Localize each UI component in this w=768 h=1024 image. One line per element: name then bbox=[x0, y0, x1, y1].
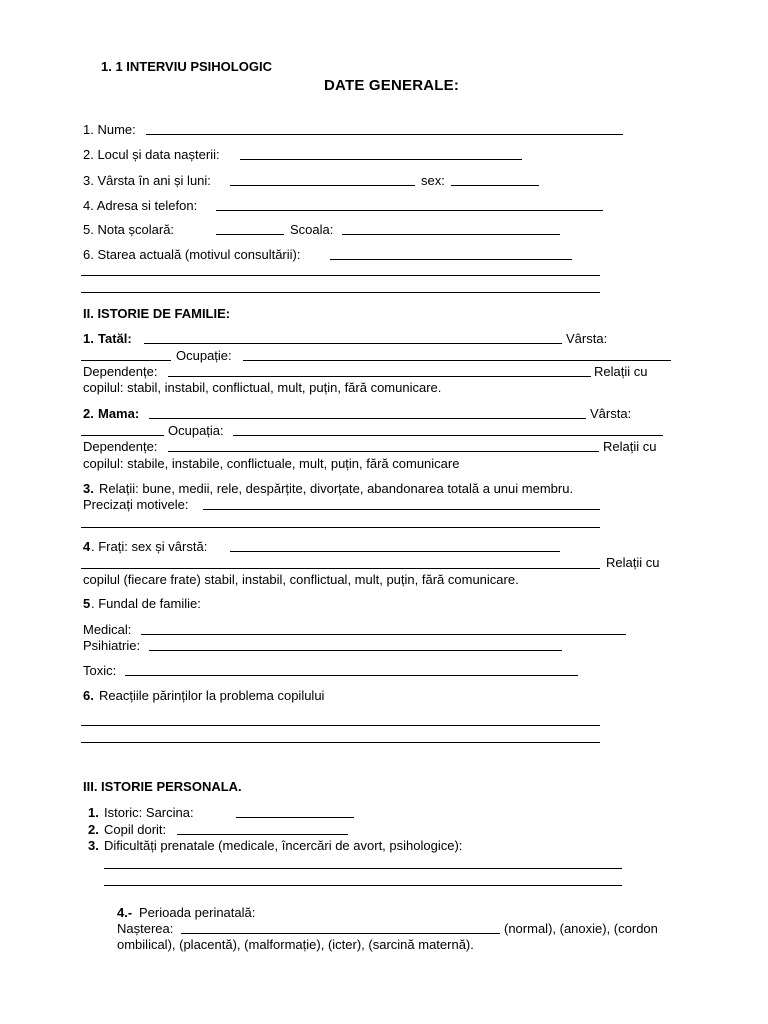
father-field[interactable] bbox=[144, 343, 562, 344]
father-relations-label: Relații cu bbox=[594, 364, 648, 379]
psychiatry-field[interactable] bbox=[149, 650, 562, 651]
personal-history-title: III. ISTORIE PERSONALA. bbox=[83, 779, 242, 794]
father-relations-desc: copilul: stabil, instabil, conflictual, mult, puțin, fără comunicare. bbox=[83, 380, 442, 395]
prenatal-field-line-1[interactable] bbox=[104, 868, 622, 869]
wanted-child-number: 2. bbox=[88, 822, 99, 837]
siblings-number: 4 bbox=[83, 539, 91, 554]
age-label: 3. Vârsta în ani și luni: bbox=[83, 173, 211, 188]
name-field[interactable] bbox=[146, 134, 623, 135]
toxic-field[interactable] bbox=[125, 675, 578, 676]
birth-options-cont: ombilical), (placentă), (malformație), (icter), (sarcină maternă). bbox=[117, 937, 474, 952]
mother-field[interactable] bbox=[149, 418, 586, 419]
grade-label: 5. Nota școlară: bbox=[83, 222, 175, 237]
motives-field[interactable] bbox=[203, 509, 600, 510]
main-heading: DATE GENERALE: bbox=[324, 77, 460, 94]
reactions-field-line-1[interactable] bbox=[81, 725, 600, 726]
relations-text: Relații: bune, medii, rele, despărțite, divorțate, abandonarea totală a unui membru. bbox=[99, 481, 574, 496]
father-dependencies-label: Dependențe: bbox=[83, 364, 158, 379]
reactions-text: Reacțiile părinților la problema copilului bbox=[99, 688, 325, 703]
psychiatry-label: Psihiatrie: bbox=[83, 638, 141, 653]
medical-field[interactable] bbox=[141, 634, 626, 635]
siblings-field[interactable] bbox=[230, 551, 560, 552]
toxic-label: Toxic: bbox=[83, 663, 117, 678]
sex-label: sex: bbox=[421, 173, 445, 188]
school-label: Scoala: bbox=[290, 222, 334, 237]
mother-age-field[interactable] bbox=[81, 435, 164, 436]
birth-event-label: Nașterea: bbox=[117, 921, 174, 936]
siblings-field-line-2[interactable] bbox=[81, 568, 600, 569]
family-history-title: II. ISTORIE DE FAMILIE: bbox=[83, 306, 231, 321]
grade-field[interactable] bbox=[216, 234, 284, 235]
school-field[interactable] bbox=[342, 234, 560, 235]
birth-label: 2. Locul și data nașterii: bbox=[83, 147, 220, 162]
reactions-number: 6. bbox=[83, 688, 94, 703]
mother-occupation-label: Ocupația: bbox=[168, 423, 224, 438]
address-field[interactable] bbox=[216, 210, 603, 211]
state-field[interactable] bbox=[330, 259, 572, 260]
perinatal-number: 4.- bbox=[117, 905, 133, 920]
father-age-field[interactable] bbox=[81, 360, 171, 361]
state-field-line-2[interactable] bbox=[81, 275, 600, 276]
mother-dependencies-label: Dependențe: bbox=[83, 439, 158, 454]
prenatal-number: 3. bbox=[88, 838, 99, 853]
state-field-line-3[interactable] bbox=[81, 292, 600, 293]
father-occupation-label: Ocupație: bbox=[176, 348, 232, 363]
father-label: Tatăl: bbox=[98, 331, 132, 346]
prenatal-field-line-2[interactable] bbox=[104, 885, 622, 886]
pregnancy-label: Istoric: Sarcina: bbox=[104, 805, 194, 820]
mother-age-label: Vârsta: bbox=[590, 406, 632, 421]
mother-relations-label: Relații cu bbox=[603, 439, 657, 454]
motives-label: Precizați motivele: bbox=[83, 497, 189, 512]
father-occupation-field[interactable] bbox=[243, 360, 671, 361]
father-age-label: Vârsta: bbox=[566, 331, 608, 346]
siblings-relations-desc: copilul (fiecare frate) stabil, instabil, conflictual, mult, puțin, fără comunicare. bbox=[83, 572, 519, 587]
name-label: 1. Nume: bbox=[83, 122, 136, 137]
mother-number: 2. bbox=[83, 406, 94, 421]
birth-field[interactable] bbox=[240, 159, 522, 160]
birth-options: (normal), (anoxie), (cordon bbox=[504, 921, 658, 936]
prenatal-label: Dificultăți prenatale (medicale, încercări de avort, psihologice): bbox=[104, 838, 463, 853]
siblings-relations-label: Relații cu bbox=[606, 555, 660, 570]
motives-field-line-2[interactable] bbox=[81, 527, 600, 528]
reactions-field-line-2[interactable] bbox=[81, 742, 600, 743]
pregnancy-number: 1. bbox=[88, 805, 99, 820]
address-label: 4. Adresa si telefon: bbox=[83, 198, 198, 213]
section-title: 1. 1 INTERVIU PSIHOLOGIC bbox=[101, 59, 272, 74]
pregnancy-field[interactable] bbox=[236, 817, 354, 818]
sex-field[interactable] bbox=[451, 185, 539, 186]
background-text: . Fundal de familie: bbox=[91, 596, 201, 611]
mother-occupation-field[interactable] bbox=[233, 435, 663, 436]
perinatal-label: Perioada perinatală: bbox=[139, 905, 256, 920]
age-field[interactable] bbox=[230, 185, 415, 186]
mother-relations-desc: copilul: stabile, instabile, conflictuale, mult, puțin, fără comunicare bbox=[83, 456, 460, 471]
siblings-text: . Frați: sex și vârstă: bbox=[91, 539, 208, 554]
medical-label: Medical: bbox=[83, 622, 132, 637]
father-dependencies-field[interactable] bbox=[168, 376, 591, 377]
father-number: 1. bbox=[83, 331, 94, 346]
mother-label: Mama: bbox=[98, 406, 140, 421]
wanted-child-label: Copil dorit: bbox=[104, 822, 167, 837]
state-label: 6. Starea actuală (motivul consultării): bbox=[83, 247, 301, 262]
relations-number: 3. bbox=[83, 481, 94, 496]
wanted-child-field[interactable] bbox=[177, 834, 348, 835]
background-number: 5 bbox=[83, 596, 91, 611]
mother-dependencies-field[interactable] bbox=[168, 451, 599, 452]
birth-event-field[interactable] bbox=[181, 933, 500, 934]
